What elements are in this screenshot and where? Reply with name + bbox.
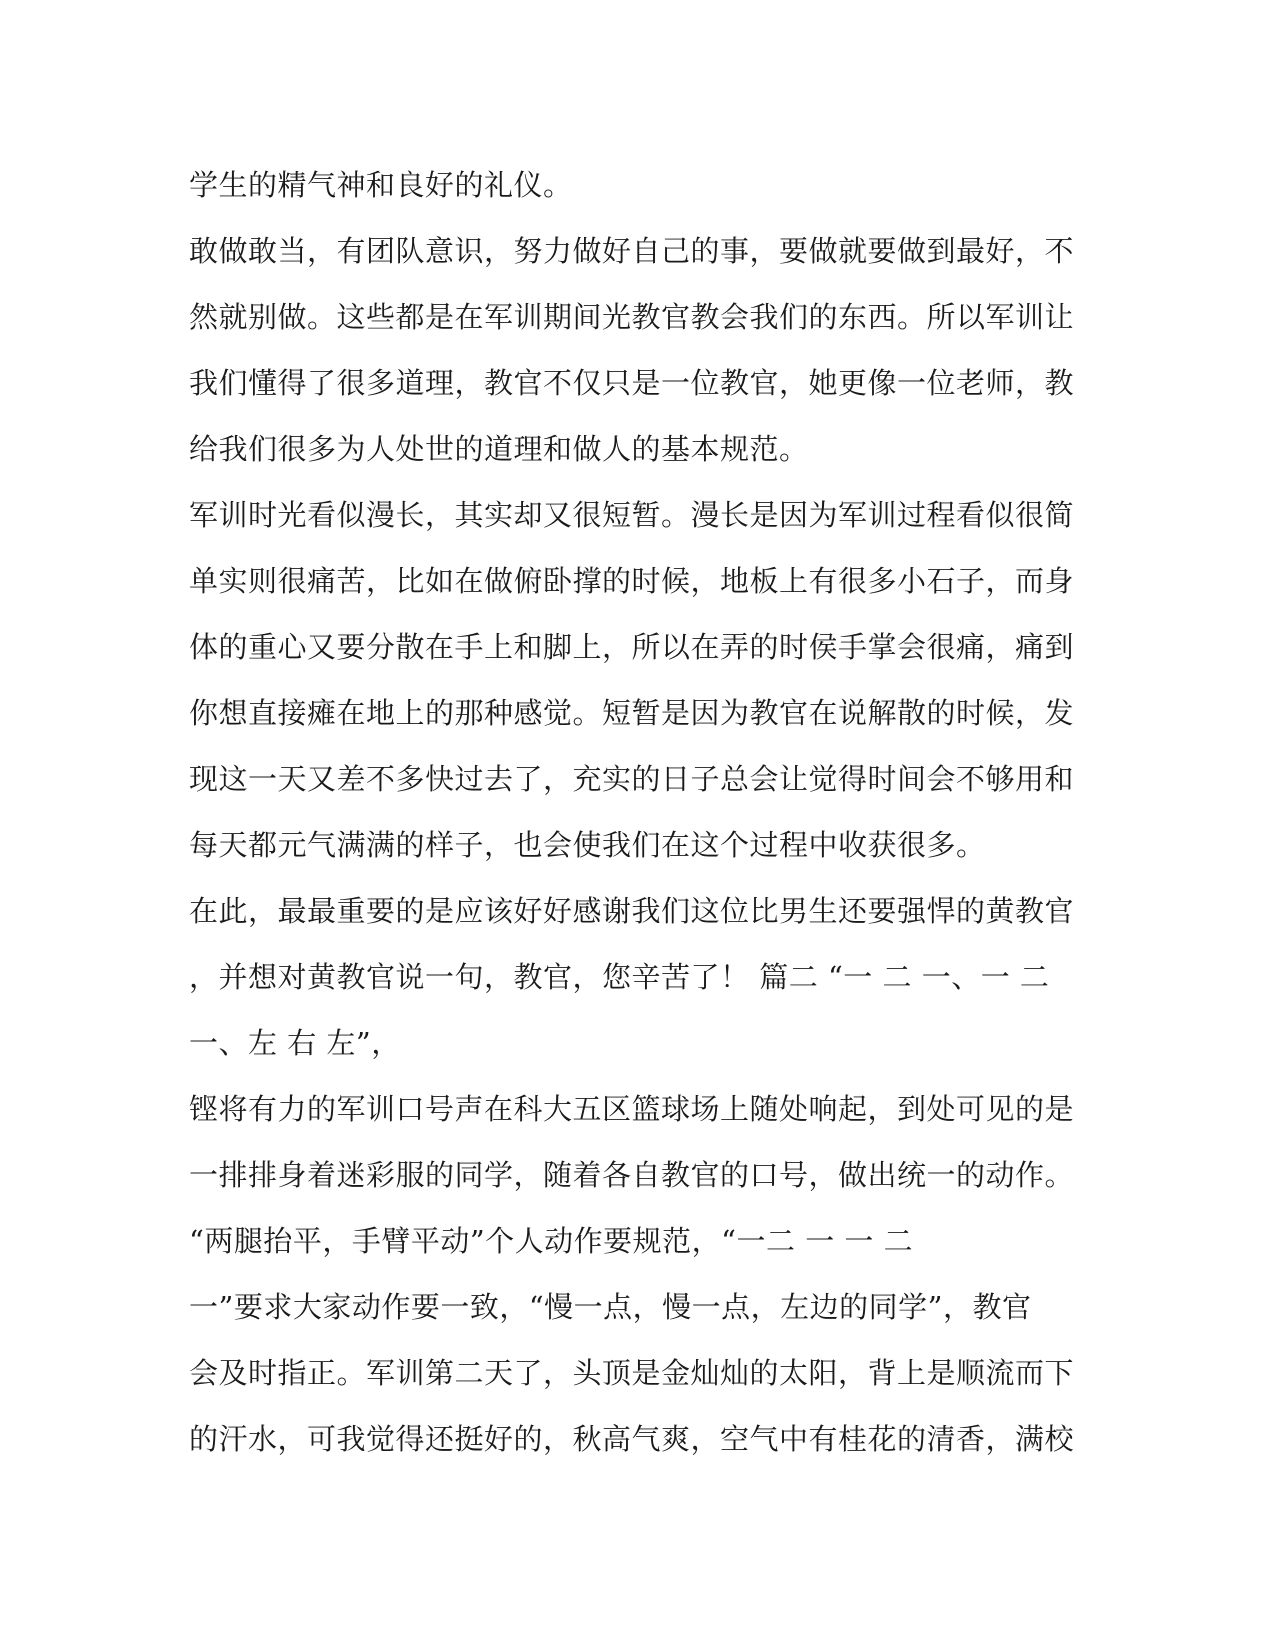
text-line: 在此，最最重要的是应该好好感谢我们这位比男生还要强悍的黄教官 [189, 894, 1075, 928]
text-line: 给我们很多为人处世的道理和做人的基本规范。 [189, 432, 809, 466]
text-line: 军训时光看似漫长，其实却又很短暂。漫长是因为军训过程看似很简 [189, 498, 1075, 532]
text-line: 然就别做。这些都是在军训期间光教官教会我们的东西。所以军训让 [189, 300, 1075, 334]
text-line: 敢做敢当，有团队意识，努力做好自己的事，要做就要做到最好，不 [189, 234, 1075, 268]
text-line: 单实则很痛苦，比如在做俯卧撑的时候，地板上有很多小石子，而身 [189, 564, 1075, 598]
text-line: 一排排身着迷彩服的同学，随着各自教官的口号，做出统一的动作。 [189, 1158, 1075, 1192]
text-line: 的汗水，可我觉得还挺好的，秋高气爽，空气中有桂花的清香，满校 [189, 1422, 1075, 1456]
text-line: 一”要求大家动作要一致，“慢一点，慢一点，左边的同学”，教官 [189, 1290, 1032, 1324]
text-line: 每天都元气满满的样子，也会使我们在这个过程中收获很多。 [189, 828, 986, 862]
text-line: 你想直接瘫在地上的那种感觉。短暂是因为教官在说解散的时候，发 [189, 696, 1075, 730]
text-line: 现这一天又差不多快过去了，充实的日子总会让觉得时间会不够用和 [189, 762, 1075, 796]
text-line: 我们懂得了很多道理，教官不仅只是一位教官，她更像一位老师，教 [189, 366, 1075, 400]
text-line: 学生的精气神和良好的礼仪。 [189, 168, 573, 202]
text-line: 体的重心又要分散在手上和脚上，所以在弄的时侯手掌会很痛，痛到 [189, 630, 1075, 664]
text-line: “两腿抬平，手臂平动”个人动作要规范，“一二 一 一 二 [189, 1224, 914, 1258]
text-line: 铿将有力的军训口号声在科大五区篮球场上随处响起，到处可见的是 [189, 1092, 1075, 1126]
text-line: 会及时指正。军训第二天了，头顶是金灿灿的太阳，背上是顺流而下 [189, 1356, 1075, 1390]
text-line: ，并想对黄教官说一句，教官，您辛苦了！ 篇二 “一 二 一、一 二 [189, 960, 1050, 994]
text-line: 一、左 右 左”， [189, 1026, 401, 1060]
body-text [189, 152, 1089, 1472]
